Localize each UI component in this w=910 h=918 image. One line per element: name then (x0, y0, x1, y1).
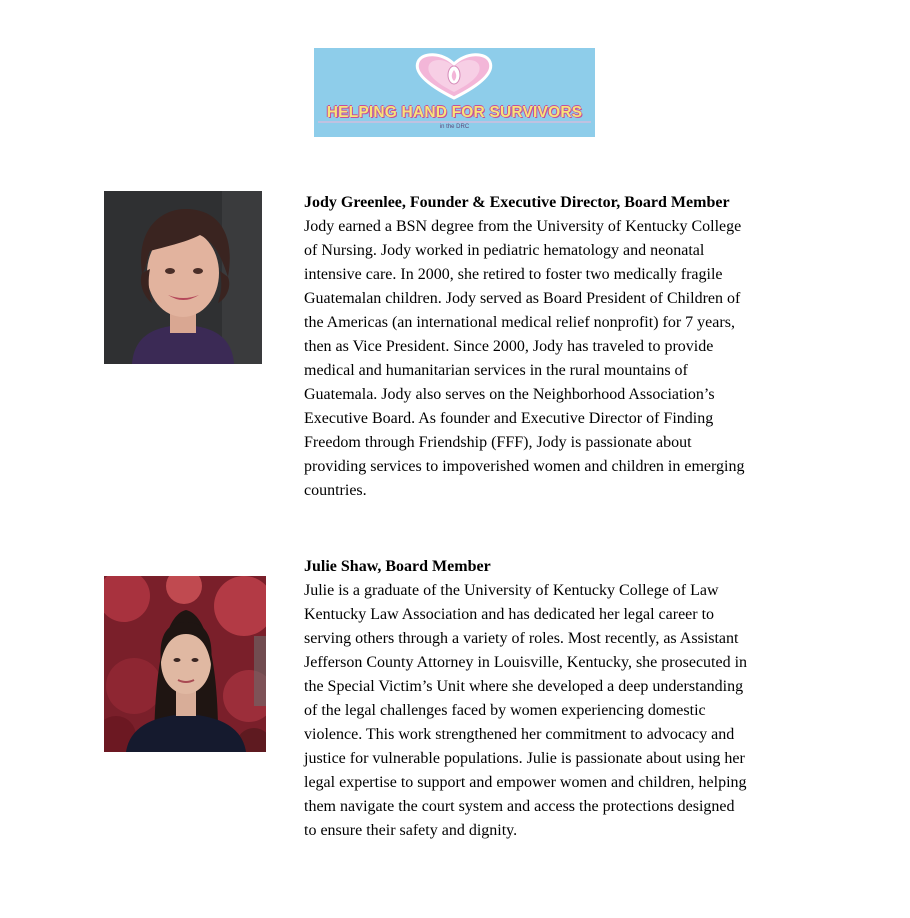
member-bio-jody (304, 191, 824, 503)
member-description: Julie is a graduate of the University of Kentucky College of Law Kentucky Law Association and has dedicated her legal career to serving others through a variety of roles. Most recently, as Assistant Jefferson County Attorney in Louisville, Kentucky, she prosecuted in the Special Victim’s Unit where she developed a deep understanding of the legal challenges faced by women experiencing domestic violence. This work strengthened her commitment to advocacy and justice for vulnerable populations. Julie is passionate about using her legal expertise to support and empower women and children, helping them navigate the court system and access the protections designed to ensure their safety and dignity. (304, 582, 748, 839)
member-description: Jody earned a BSN degree from the University of Kentucky College of Nursing. Jody worked in pediatric hematology and neonatal intensive care. In 2000, she retired to foster two medically fragile Guatemalan children. Jody served as Board President of Children of the Americas (an international medical relief nonprofit) for 7 years, then as Vice President. Since 2000, Jody has traveled to provide medical and humanitarian services in the rural mountains of Guatemala. Jody also serves on the Neighborhood Association’s Executive Board. As founder and Executive Director of Finding Freedom through Friendship (FFF), Jody is passionate about providing services to impoverished women and children in emerging countries. (304, 218, 745, 499)
member-bio-julie (304, 555, 824, 843)
member-name: Julie Shaw, Board Member (304, 558, 491, 575)
logo-title: HELPING HAND FOR SURVIVORS (326, 104, 583, 121)
member-name: Jody Greenlee, Founder & Executive Director, Board Member (304, 194, 730, 211)
organization-logo (314, 48, 595, 137)
member-photo-julie (104, 576, 266, 752)
logo-subtitle: in the DRC (439, 124, 470, 130)
member-photo-jody (104, 191, 262, 364)
